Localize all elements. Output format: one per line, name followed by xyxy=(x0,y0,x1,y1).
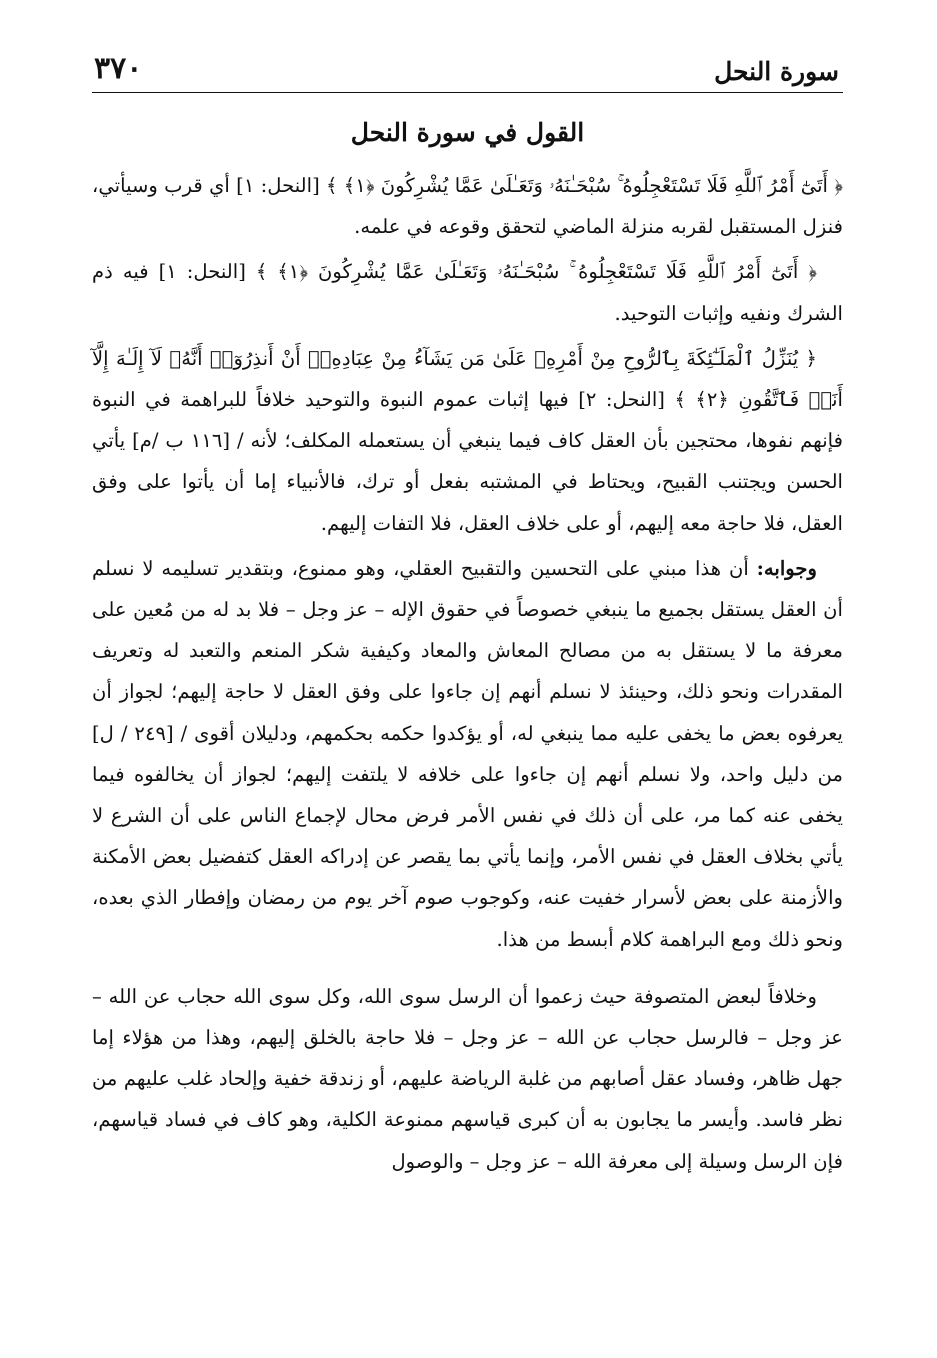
paragraph-gap xyxy=(92,964,843,976)
page-header xyxy=(92,38,843,93)
paragraph-text: فيها إثبات عموم النبوة والتوحيد خلافاً للبراهمة في النبوة فإنهم نفوها، محتجين بأن العقل كاف فيما ينبغي أن يستعمله المكلف؛ لأنه / [١١٦ ب /م] يأتي الحسن ويجتنب القبيح، ويحتاط في المشتبه بفعل أو ترك، فالأنبياء إما أن يأتوا على وفق العقل، فلا حاجة معه إليهم، أو على خلاف العقل، فلا التفات إليهم. xyxy=(92,388,843,535)
paragraph-1 xyxy=(92,165,843,247)
verse-reference: [النحل: ٢] xyxy=(578,388,675,412)
paragraph-text: وخلافاً لبعض المتصوفة حيث زعموا أن الرسل سوى الله، وكل سوى الله حجاب عن الله – عز وجل – فالرسل حجاب عن الله – عز وجل – فلا حاجة بالخلق إليهم، وهذا من هؤلاء إما جهل ظاهر، وفساد عقل أصابهم من غلبة الرياضة عليهم، أو زندقة خفية وإلحاد غلب عليهم من نظر فاسد. وأيسر ما يجابون به أن كبرى قياسهم ممنوعة الكلية، وهو كاف في فساد قياسهم، فإن الرسل وسيلة إلى معرفة الله – عز وجل – والوصول xyxy=(92,984,843,1173)
quran-verse: ﴿ يُنَزِّلُ ٱلْمَلَـٰٓئِكَةَ بِٱلرُّوحِ مِنْ أَمْرِهِۦ عَلَىٰ مَن يَشَآءُ مِنْ عِبَادِهِۦٓ أَنْ أَنذِرُوٓا۟ أَنَّهُۥ لَآ إِلَـٰهَ إِلَّآ أَنَا۠ فَٱتَّقُونِ ﴿٢﴾ ﴾ xyxy=(92,346,844,412)
paragraph-text: أي قرب وسيأتي، فنزل المستقبل لقربه منزلة الماضي لتحقق وقوعه في علمه. xyxy=(92,174,843,239)
paragraph-3 xyxy=(92,338,843,544)
paragraph-text: أن هذا مبني على التحسين والتقبيح العقلي، وهو ممنوع، وبتقدير تسليمه لا نسلم أن العقل يستقل بجميع ما ينبغي خصوصاً في حقوق الإله – عز وجل – فلا بد له من مُعين على معرفة ما لا يستقل به من مصالح المعاش والمعاد وكيفية شكر المنعم والتعبد له وتعريف المقدرات ونحو ذلك، وحينئذ لا نسلم أنهم إن جاءوا على وفق العقل لا حاجة إليهم؛ لجواز أن يعرفوه بعض ما يخفى عليه مما ينبغي له، أو يؤكدوا حكمه بحكمهم، ودليلان أقوى / [٢٤٩ / ل] من دليل واحد، ولا نسلم أنهم إن جاءوا على خلافه لا يلتفت إليهم؛ لجواز أن يخالفوه فيما يخفى عنه كما مر، على أن ذلك في نفس الأمر فرض محال لإجماع الناس على أن الشرع لا يأتي بخلاف العقل في نفس الأمر، وإنما يأتي بما يقصر عن إدراكه العقل كتفضيل بعض الأمكنة والأزمنة على بعض لأسرار خفيت عنه، وكوجوب صوم آخر يوم من رمضان وإفطار الذي بعده، ونحو ذلك ومع البراهمة كلام أبسط من هذا. xyxy=(92,556,843,951)
verse-reference: [النحل: ١] xyxy=(236,174,327,197)
paragraph-5 xyxy=(92,976,843,1182)
paragraph-text: فيه ذم الشرك ونفيه وإثبات التوحيد. xyxy=(92,260,843,325)
running-title: سورة النحل xyxy=(714,57,839,86)
lead-word: وجوابه: xyxy=(756,556,817,580)
paragraph-2 xyxy=(92,251,843,333)
page-number: ٣٧٠ xyxy=(94,51,143,86)
quran-verse: ﴿ أَتَىٰٓ أَمْرُ ٱللَّهِ فَلَا تَسْتَعْجِلُوهُ ۚ سُبْحَـٰنَهُۥ وَتَعَـٰلَىٰ عَمَّا يُشْرِكُونَ ﴿١﴾ ﴾ xyxy=(255,260,817,284)
quran-verse: ﴿ أَتَىٰٓ أَمْرُ ٱللَّهِ فَلَا تَسْتَعْجِلُوهُ ۚ سُبْحَـٰنَهُۥ وَتَعَـٰلَىٰ عَمَّا يُشْرِكُونَ ﴿١﴾ ﴾ xyxy=(326,174,843,197)
section-title: القول في سورة النحل xyxy=(350,118,585,147)
paragraph-4 xyxy=(92,548,843,960)
verse-reference: [النحل: ١] xyxy=(158,260,256,284)
